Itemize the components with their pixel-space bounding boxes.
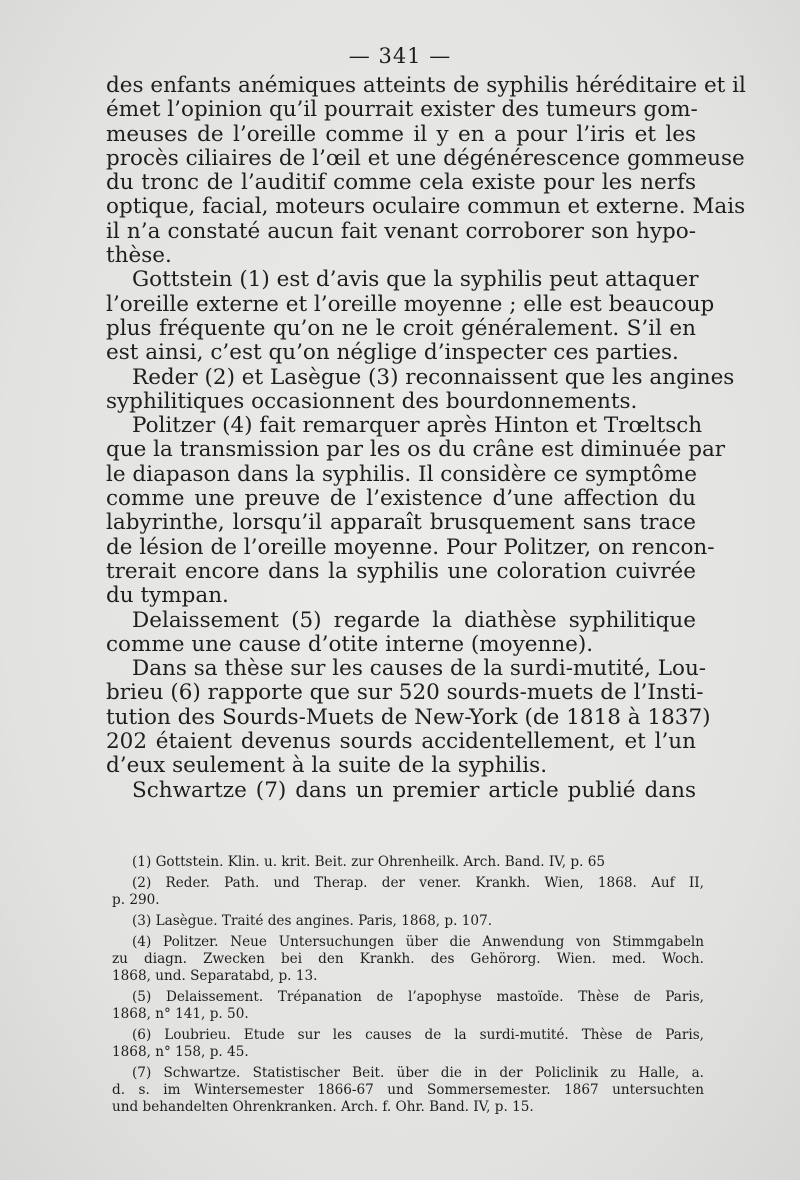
text-line: trerait encore dans la syphilis une coloration cuivrée [106, 558, 696, 584]
footnote-line: (4) Politzer. Neue Untersuchungen über die Anwendung von Stimmgabeln [132, 934, 704, 950]
text-line: Delaissement (5) regarde la diathèse syphilitique [132, 607, 696, 633]
page-number: — 341 — [348, 44, 452, 68]
text-line: Schwartze (7) dans un premier article publié dans [132, 777, 696, 803]
footnote [112, 1065, 704, 1116]
body-text [106, 73, 746, 803]
footnote [112, 934, 704, 985]
text-line: du tympan. [106, 583, 229, 609]
text-line: meuses de l’oreille comme il y en a pour l’iris et les [106, 121, 696, 147]
footnote [112, 1027, 704, 1061]
footnote-line: 1868, n° 158, p. 45. [112, 1044, 249, 1060]
text-line: il n’a constaté aucun fait venant corroborer son hypo- [106, 218, 696, 244]
text-line: plus fréquente qu’on ne le croit généralement. S’il en [106, 315, 696, 341]
footnote-line: (3) Lasègue. Traité des angines. Paris, 1868, p. 107. [132, 913, 493, 929]
text-line: labyrinthe, lorsqu’il apparaît brusquement sans trace [106, 510, 696, 536]
text-line: émet l’opinion qu’il pourrait exister des tumeurs gom- [106, 97, 698, 123]
text-line: optique, facial, moteurs oculaire commun et externe. Mais [106, 194, 746, 220]
footnote-line: (5) Delaissement. Trépanation de l’apophyse mastoïde. Thèse de Paris, [132, 989, 704, 1005]
text-line: Gottstein (1) est d’avis que la syphilis peut attaquer [132, 267, 699, 293]
text-line: syphilitiques occasionnent des bourdonnements. [106, 388, 638, 414]
footnote-line: (2) Reder. Path. und Therap. der vener. Krankh. Wien, 1868. Auf II, [132, 875, 704, 891]
text-line: brieu (6) rapporte que sur 520 sourds-muets de l’Insti- [106, 680, 704, 706]
text-line: l’oreille externe et l’oreille moyenne ; elle est beaucoup [106, 291, 715, 317]
text-line: thèse. [106, 243, 172, 269]
footnote-line: (1) Gottstein. Klin. u. krit. Beit. zur Ohrenheilk. Arch. Band. IV, p. 65 [132, 854, 606, 870]
footnote [112, 913, 704, 930]
footnote-line: zu diagn. Zwecken bei den Krankh. des Gehörorg. Wien. med. Woch. [112, 951, 704, 967]
text-line: Reder (2) et Lasègue (3) reconnaissent que les angines [132, 364, 735, 390]
text-line: tution des Sourds-Muets de New-York (de 1818 à 1837) [106, 704, 711, 730]
text-line: de lésion de l’oreille moyenne. Pour Politzer, on rencon- [106, 534, 715, 560]
text-line: Dans sa thèse sur les causes de la surdi-mutité, Lou- [132, 656, 707, 682]
text-line: comme une preuve de l’existence d’une affection du [106, 486, 696, 512]
text-line: est ainsi, c’est qu’on néglige d’inspecter ces parties. [106, 340, 679, 366]
footnote [112, 989, 704, 1023]
text-line: que la transmission par les os du crâne est diminuée par [106, 437, 726, 463]
text-line: procès ciliaires de l’œil et une dégénérescence gommeuse [106, 145, 745, 171]
footnote-line: d. s. im Wintersemester 1866-67 und Sommersemester. 1867 untersuchten [112, 1082, 704, 1098]
footnote-line: (7) Schwartze. Statistischer Beit. über die in der Policlinik zu Halle, a. [132, 1065, 704, 1081]
text-line: le diapason dans la syphilis. Il considère ce symptôme [106, 461, 697, 487]
footnote-line: 1868, und. Separatabd, p. 13. [112, 968, 318, 984]
footnote-line: 1868, n° 141, p. 50. [112, 1006, 249, 1022]
footnote [112, 854, 704, 871]
text-line: d’eux seulement à la suite de la syphilis. [106, 753, 548, 779]
footnotes [112, 854, 704, 1120]
footnote-line: und behandelten Ohrenkranken. Arch. f. Ohr. Band. IV, p. 15. [112, 1099, 534, 1115]
footnote-line: (6) Loubrieu. Etude sur les causes de la surdi-mutité. Thèse de Paris, [132, 1027, 704, 1043]
footnote [112, 875, 704, 909]
text-line: 202 étaient devenus sourds accidentellement, et l’un [106, 729, 696, 755]
text-line: Politzer (4) fait remarquer après Hinton et Trœltsch [132, 413, 703, 439]
footnote-line: p. 290. [112, 892, 160, 908]
text-line: du tronc de l’auditif comme cela existe pour les nerfs [106, 170, 696, 196]
text-line: des enfants anémiques atteints de syphilis héréditaire et il [106, 73, 746, 98]
text-line: comme une cause d’otite interne (moyenne). [106, 631, 594, 657]
